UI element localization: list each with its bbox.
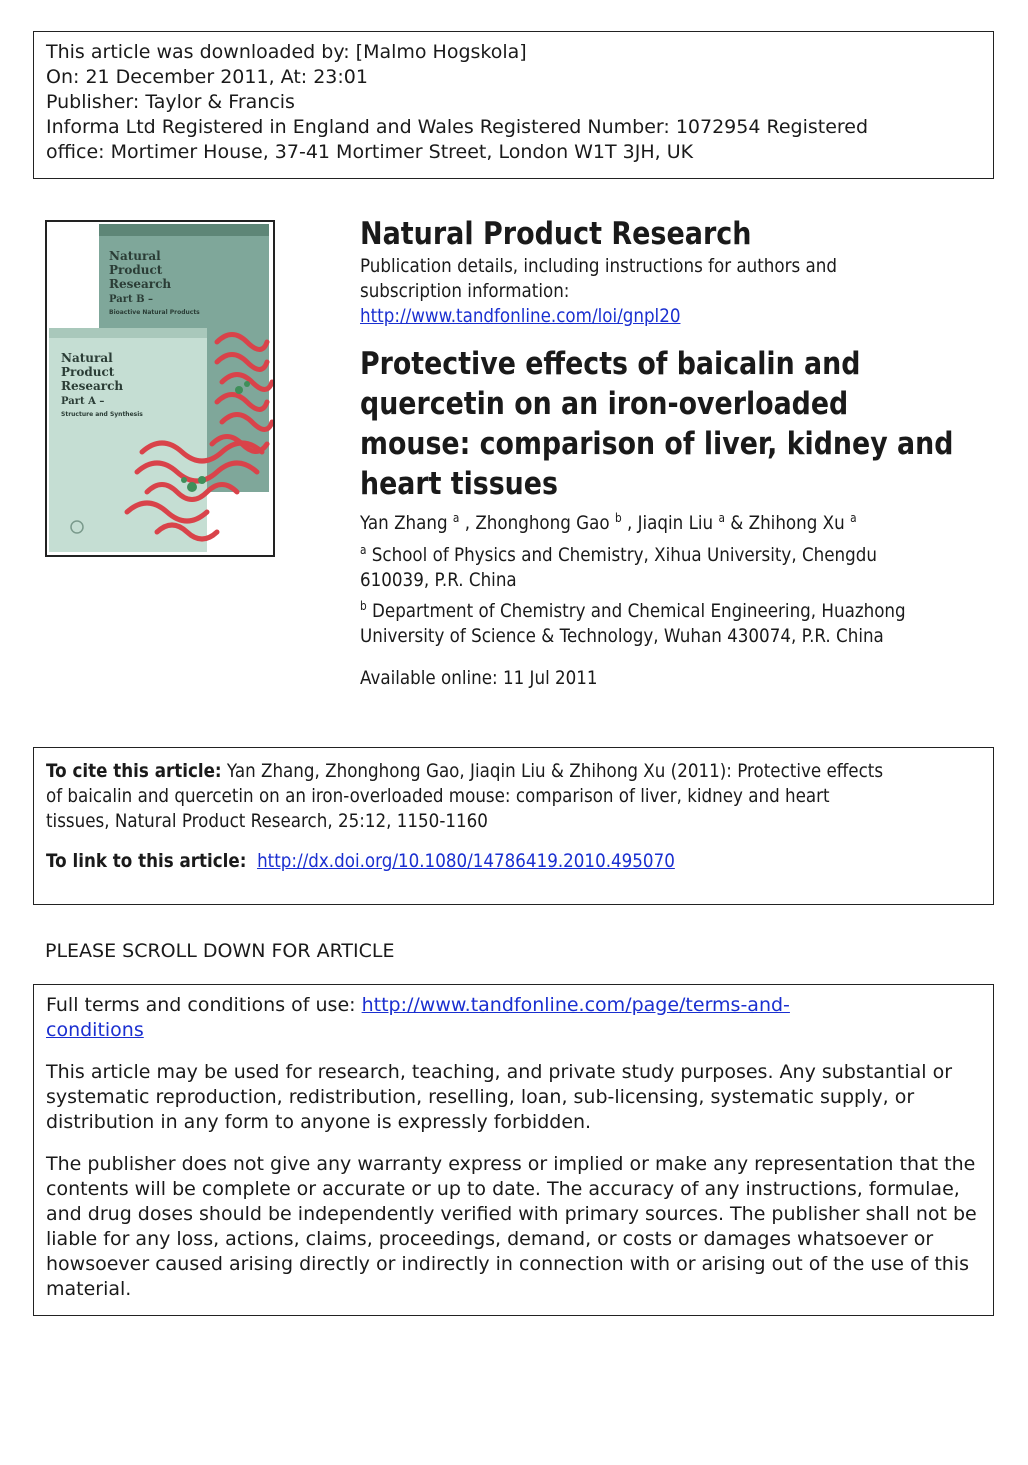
available-online-date: Available online: 11 Jul 2011 bbox=[360, 667, 598, 689]
author-affiliation-mark: b bbox=[614, 511, 622, 525]
article-title-line1: Protective effects of baicalin and bbox=[360, 346, 861, 382]
author-name: Yan Zhang bbox=[360, 512, 448, 534]
author-name: Zhihong Xu bbox=[748, 512, 845, 534]
cite-label: To cite this article: bbox=[46, 760, 222, 782]
author-name: Jiaqin Liu bbox=[637, 512, 714, 534]
author-separator: & bbox=[724, 512, 749, 534]
registration-line1: Informa Ltd Registered in England and Wales Registered Number: 1072954 Registered bbox=[46, 116, 869, 138]
cover-back-title-4: Part B – bbox=[109, 294, 154, 305]
author-affiliation-mark: a bbox=[718, 511, 725, 525]
affiliation-b-mark: b bbox=[360, 599, 367, 613]
terms-url-link[interactable]: http://www.tandfonline.com/page/terms-and- bbox=[361, 994, 790, 1016]
author-separator: , bbox=[459, 512, 476, 534]
article-link-row bbox=[46, 849, 675, 874]
cover-front-title-4: Part A – bbox=[61, 396, 105, 407]
journal-cover-image bbox=[45, 220, 275, 557]
affiliation-a bbox=[360, 543, 877, 593]
cite-line2: of baicalin and quercetin on an iron-overloaded mouse: comparison of liver, kidney and heart bbox=[46, 785, 830, 807]
affiliation-b bbox=[360, 599, 906, 649]
cover-back-title-2: Product bbox=[109, 263, 163, 277]
cover-back-title-1: Natural bbox=[109, 249, 161, 263]
link-label: To link to this article: bbox=[46, 850, 247, 872]
author-separator: , bbox=[621, 512, 638, 534]
article-title bbox=[360, 344, 983, 504]
affiliation-a-line2: 610039, P.R. China bbox=[360, 569, 517, 591]
article-title-line2: quercetin on an iron-overloaded bbox=[360, 386, 849, 422]
journal-url-link[interactable]: http://www.tandfonline.com/loi/gnpl20 bbox=[360, 305, 681, 327]
article-title-line4: heart tissues bbox=[360, 466, 558, 502]
publisher: Publisher: Taylor & Francis bbox=[46, 91, 295, 113]
author-affiliation-mark: a bbox=[850, 511, 857, 525]
article-title-line3: mouse: comparison of liver, kidney and bbox=[360, 426, 954, 462]
cite-line3: tissues, Natural Product Research, 25:12, 1150-1160 bbox=[46, 810, 488, 832]
cover-front-title-2: Product bbox=[61, 365, 115, 379]
cite-line1: Yan Zhang, Zhonghong Gao, Jiaqin Liu & Zhihong Xu (2011): Protective effects bbox=[226, 760, 884, 782]
citation-box bbox=[33, 747, 994, 905]
author-list bbox=[360, 510, 857, 536]
journal-title: Natural Product Research bbox=[360, 216, 752, 252]
terms-warranty-paragraph: The publisher does not give any warranty express or implied or make any representation that the contents will be complete or accurate or up to date. The accuracy of any instructions, formulae, and drug doses should be independently verified with primary sources. The publisher shall not be liable for any loss, actions, claims, proceedings, demand, or costs or damages whatsoever or howsoever caused arising directly or indirectly in connection with or arising out of the use of this material. bbox=[46, 1153, 977, 1300]
download-date: On: 21 December 2011, At: 23:01 bbox=[46, 66, 368, 88]
terms-intro: Full terms and conditions of use: bbox=[46, 994, 362, 1016]
cover-front-title-3: Research bbox=[61, 379, 124, 393]
affiliation-a-mark: a bbox=[360, 543, 367, 557]
author-affiliation-mark: a bbox=[452, 511, 460, 525]
publication-details-line1: Publication details, including instructions for authors and bbox=[360, 255, 837, 277]
affiliation-a-line1: School of Physics and Chemistry, Xihua University, Chengdu bbox=[371, 544, 877, 566]
terms-usage-paragraph: This article may be used for research, teaching, and private study purposes. Any substantial or systematic reproduction, redistribution, reselling, loan, sub-licensing, systematic supply, or distribution in any form to anyone is expressly forbidden. bbox=[46, 1061, 953, 1133]
author-name: Zhonghong Gao bbox=[475, 512, 610, 534]
cover-back-title-3: Research bbox=[109, 277, 172, 291]
affiliation-b-line1: Department of Chemistry and Chemical Engineering, Huazhong bbox=[372, 600, 906, 622]
journal-cover-illustration bbox=[47, 222, 273, 555]
download-notice-box bbox=[33, 31, 994, 179]
cover-front-title-1: Natural bbox=[61, 351, 113, 365]
terms-url-link-continued[interactable]: conditions bbox=[46, 1019, 144, 1041]
journal-block bbox=[360, 214, 1000, 329]
cover-front-title-5: Structure and Synthesis bbox=[61, 411, 143, 418]
cover-back-title-5: Bioactive Natural Products bbox=[109, 309, 200, 316]
terms-box bbox=[33, 984, 994, 1316]
registration-line2: office: Mortimer House, 37-41 Mortimer Street, London W1T 3JH, UK bbox=[46, 141, 694, 163]
affiliation-b-line2: University of Science & Technology, Wuhan 430074, P.R. China bbox=[360, 625, 884, 647]
terms-intro-paragraph bbox=[46, 993, 981, 1043]
downloaded-by: This article was downloaded by: [Malmo Hogskola] bbox=[46, 41, 527, 63]
doi-link[interactable]: http://dx.doi.org/10.1080/14786419.2010.495070 bbox=[257, 850, 675, 872]
scroll-down-note: PLEASE SCROLL DOWN FOR ARTICLE bbox=[45, 940, 395, 962]
publication-details-line2: subscription information: bbox=[360, 280, 570, 302]
citation-text bbox=[46, 759, 979, 834]
